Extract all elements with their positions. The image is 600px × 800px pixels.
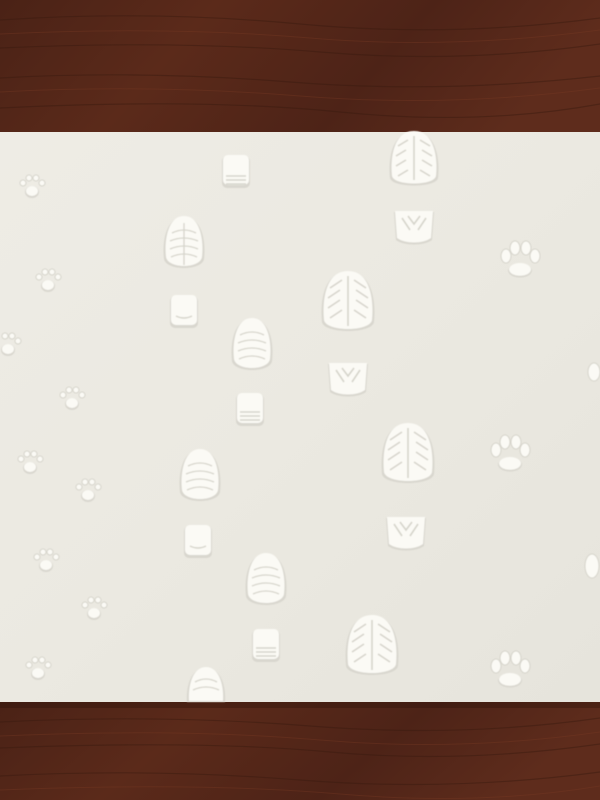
shoe-heel-print	[236, 393, 264, 426]
shoe-heel-print	[170, 295, 198, 328]
shoe-heel-print	[222, 155, 250, 188]
boot-heel-print	[394, 211, 434, 245]
shoe-heel-print	[252, 629, 280, 662]
wolf-track-partial	[585, 554, 599, 578]
boot-heel-print	[328, 363, 368, 397]
boot-heel-print	[386, 517, 426, 551]
shoe-heel-print	[184, 525, 212, 558]
wolf-track-partial	[588, 363, 600, 381]
